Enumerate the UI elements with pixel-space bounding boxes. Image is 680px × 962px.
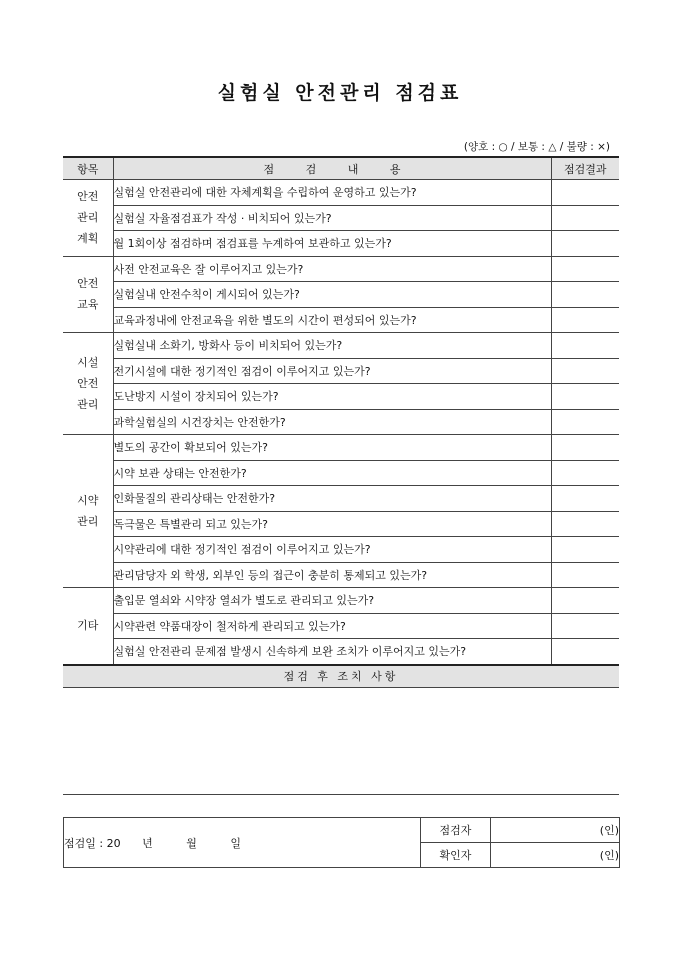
- day-label: 일: [230, 836, 241, 850]
- result-cell[interactable]: [551, 588, 619, 614]
- year-label: 년: [142, 836, 153, 850]
- checklist-item-text: 출입문 열쇠와 시약장 열쇠가 별도로 관리되고 있는가?: [113, 588, 551, 614]
- action-header: 점검 후 조치 사항: [63, 665, 619, 688]
- checklist-row: [63, 486, 619, 512]
- category-label-line: 관리: [77, 398, 99, 411]
- category-label-line: 안전: [77, 277, 99, 291]
- checklist-row: [63, 537, 619, 563]
- header-row: [63, 157, 619, 180]
- result-cell[interactable]: [551, 256, 619, 282]
- result-cell[interactable]: [551, 333, 619, 359]
- checklist-item-text: 독극물은 특별관리 되고 있는가?: [113, 511, 551, 537]
- checklist-row: [63, 588, 619, 614]
- checklist-row: [63, 511, 619, 537]
- checklist-row: [63, 562, 619, 588]
- result-cell[interactable]: [551, 562, 619, 588]
- checklist-item-text: 시약관리에 대한 정기적인 점검이 이루어지고 있는가?: [113, 537, 551, 563]
- checklist-item-text: 과학실험실의 시건장치는 안전한가?: [113, 409, 551, 435]
- checklist-row: [63, 307, 619, 333]
- category-label: [63, 333, 113, 435]
- checklist-row: [63, 231, 619, 257]
- category-label-line: 안전: [77, 190, 99, 204]
- result-cell[interactable]: [551, 180, 619, 206]
- result-cell[interactable]: [551, 639, 619, 665]
- checklist-row: [63, 282, 619, 308]
- checklist-item-text: 시약관련 약품대장이 철저하게 관리되고 있는가?: [113, 613, 551, 639]
- category-label-line: 기타: [77, 619, 99, 633]
- checklist-row: [63, 460, 619, 486]
- result-cell[interactable]: [551, 409, 619, 435]
- checklist-row: [63, 358, 619, 384]
- category-label-line: 계획: [77, 232, 99, 246]
- result-cell[interactable]: [551, 511, 619, 537]
- checklist-item-text: 인화물질의 관리상태는 안전한가?: [113, 486, 551, 512]
- category-label-line: 안전: [77, 377, 99, 390]
- checklist-item-text: 실험실 안전관리에 대한 자체계획을 수립하여 운영하고 있는가?: [113, 180, 551, 206]
- header-category: 항목: [63, 157, 113, 180]
- checklist-item-text: 전기시설에 대한 정기적인 점검이 이루어지고 있는가?: [113, 358, 551, 384]
- confirmer-seal[interactable]: (인): [491, 843, 620, 868]
- result-cell[interactable]: [551, 307, 619, 333]
- header-content: 점 검 내 용: [113, 157, 551, 180]
- category-label-line: 시약: [77, 494, 99, 507]
- result-cell[interactable]: [551, 486, 619, 512]
- checklist-row: [63, 409, 619, 435]
- inspection-date[interactable]: [64, 818, 421, 868]
- checklist-item-text: 실험실내 안전수칙이 게시되어 있는가?: [113, 282, 551, 308]
- checklist-row: [63, 333, 619, 359]
- checklist-item-text: 도난방지 시설이 장치되어 있는가?: [113, 384, 551, 410]
- inspector-seal[interactable]: (인): [491, 818, 620, 843]
- result-cell[interactable]: [551, 358, 619, 384]
- checklist-item-text: 월 1회이상 점검하며 점검표를 누계하여 보관하고 있는가?: [113, 231, 551, 257]
- result-cell[interactable]: [551, 460, 619, 486]
- month-label: 월: [186, 836, 197, 850]
- page-title: 실험실 안전관리 점검표: [217, 82, 463, 104]
- checklist-item-text: 관리담당자 외 학생, 외부인 등의 접근이 충분히 통제되고 있는가?: [113, 562, 551, 588]
- result-cell[interactable]: [551, 205, 619, 231]
- action-header-row: [63, 665, 619, 688]
- category-label-line: 관리: [77, 515, 99, 528]
- date-label: 점검일 : 20: [64, 836, 121, 850]
- result-cell[interactable]: [551, 537, 619, 563]
- category-label: [63, 435, 113, 588]
- checklist-item-text: 시약 보관 상태는 안전한가?: [113, 460, 551, 486]
- signature-table: [63, 817, 620, 868]
- checklist-item-text: 실험실 자율점검표가 작성 · 비치되어 있는가?: [113, 205, 551, 231]
- checklist-row: [63, 180, 619, 206]
- category-label-line: 관리: [77, 211, 99, 225]
- checklist-item-text: 사전 안전교육은 잘 이루어지고 있는가?: [113, 256, 551, 282]
- checklist-item-text: 실험실내 소화기, 방화사 등이 비치되어 있는가?: [113, 333, 551, 359]
- checklist-row: [63, 384, 619, 410]
- category-label: [63, 256, 113, 333]
- action-notes-field[interactable]: [63, 687, 619, 794]
- category-label: [63, 180, 113, 257]
- checklist-row: [63, 639, 619, 665]
- header-result: 점검결과: [551, 157, 619, 180]
- category-label-line: 교육: [77, 298, 99, 312]
- checklist-table: [63, 156, 619, 795]
- result-cell[interactable]: [551, 435, 619, 461]
- checklist-row: [63, 256, 619, 282]
- checklist-item-text: 교육과정내에 안전교육을 위한 별도의 시간이 편성되어 있는가?: [113, 307, 551, 333]
- checklist-row: [63, 613, 619, 639]
- signature-row-inspector: [64, 818, 620, 843]
- checklist-item-text: 별도의 공간이 확보되어 있는가?: [113, 435, 551, 461]
- confirmer-label: 확인자: [421, 843, 491, 868]
- result-cell[interactable]: [551, 613, 619, 639]
- checklist-item-text: 실험실 안전관리 문제점 발생시 신속하게 보완 조치가 이루어지고 있는가?: [113, 639, 551, 665]
- action-notes-row: [63, 687, 619, 794]
- rating-legend: (양호 : ○ / 보통 : △ / 불량 : ×): [463, 141, 610, 153]
- category-label: [63, 588, 113, 665]
- category-label-line: 시설: [77, 356, 99, 369]
- result-cell[interactable]: [551, 384, 619, 410]
- checklist-row: [63, 435, 619, 461]
- result-cell[interactable]: [551, 282, 619, 308]
- checklist-row: [63, 205, 619, 231]
- inspector-label: 점검자: [421, 818, 491, 843]
- result-cell[interactable]: [551, 231, 619, 257]
